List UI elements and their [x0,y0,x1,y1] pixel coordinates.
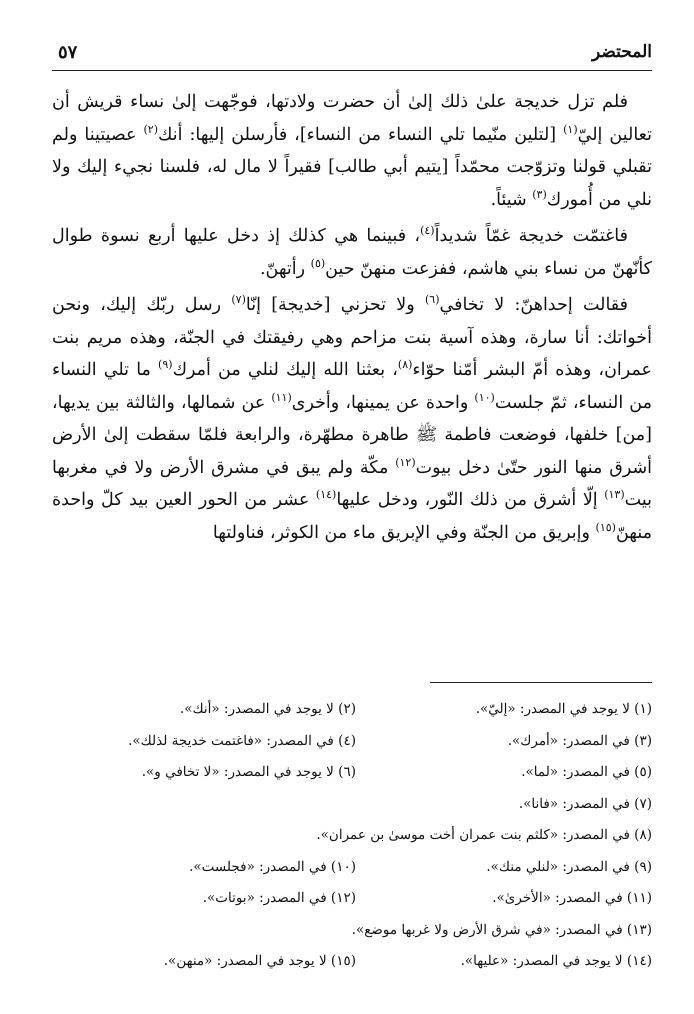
footnote-reference: (١٥) [595,520,616,534]
footnote: (٨) في المصدر: «كلثم بنت عمران أخت موسىٰ بن عمران». [316,827,652,843]
footnote: (٣) في المصدر: «أمرك». [507,732,652,749]
body-paragraph [52,86,652,216]
footnote-row [60,883,652,915]
footnote-reference: (١٢) [395,455,416,469]
body-paragraph [52,220,652,285]
footnote-separator [430,682,652,683]
text-run: شيئاً. [490,189,533,210]
footnote-row [60,726,652,758]
footnote-reference: (٣) [532,187,547,201]
footnote-reference: (٩) [158,358,173,372]
footnote: (١٤) لا يوجد في المصدر: «عليها». [460,953,652,969]
text-run: عن شمالها، والثالثة بين يديها، [من] خلفها، فوضعت فاطمة ﷺ طاهرة مطهّرة، والرابعة فلمّا سقطت إلىٰ الأرض أشرق منها النور حتّىٰ دخل بيوت [52,392,653,478]
footnote-reference: (١٤) [315,488,337,502]
text-run: وإبريق من الجنّة وفي الإبريق ماء من الكوثر، فناولتها [212,522,596,543]
footnote: (١٥) لا يوجد في المصدر: «منهن». [163,953,356,969]
footnote-row [60,820,652,852]
footnote-reference: (٨) [397,358,413,372]
text-run: عشر من الحور العين بيد كلّ واحدة منهنّ [52,490,652,543]
footnote-reference: (٥) [310,256,326,270]
text-run: فقالت إحداهنّ: لا تخافي [439,295,629,315]
text-run: مكّة ولم يبق في مشرق الأرض ولا في مغربها بيت [52,457,652,510]
footnote-reference: (٢) [143,122,159,136]
footnote-reference: (٦) [425,293,440,307]
footnote: (١٠) في المصدر: «فجلست». [189,858,356,875]
footnote: (١١) في المصدر: «الأخرىٰ». [492,890,652,906]
text-run: فاغتمّت خديجة غمّاً شديداً [434,226,629,246]
footnote-row [60,946,652,978]
text-run: ، بعثنا الله إليك لنلي من أمرك [172,360,398,380]
text-run: رسل ربّك إليك، ونحن أخواتك: أنا سارة، وهذه آسية بنت مزاحم وهي رفيقتك في الجنّة، وهذه مريم بنت عمران، وهذه أمّ البشر أمّنا حوّاء [52,295,653,380]
main-text [52,86,652,549]
footnote: (٦) لا يوجد في المصدر: «لا تخافي و». [141,764,356,780]
text-run: رأتهنّ. [259,258,311,279]
footnote: (٤) في المصدر: «فاغتمت خديجة لذلك». [128,732,356,749]
page-number: ٥٧ [58,42,78,63]
footnote-reference: (٧) [231,293,246,307]
footnote: (٩) في المصدر: «لنلي منك». [486,858,652,875]
text-run: فلم تزل خديجة علىٰ ذلك إلىٰ أن حضرت ولادتها، فوجّهت إلىٰ نساء قريش أن تعالين إليّ [52,92,652,145]
footnote-row [60,694,652,726]
footnote: (٥) في المصدر: «لما». [521,764,652,780]
footnote-row [60,757,652,789]
footnote-row [60,789,652,821]
text-run: ولا تحزني [خديجة] إنّا [245,295,425,315]
footnote-reference: (١٣) [604,488,625,502]
text-run: عصيتينا ولم تقبلي قولنا وتزوّجت محمّداً [يتيم أبي طالب] فقيراً لا مال له، فلسنا نجيء إليك ولا نلي من أُمورك [52,124,652,210]
footnote-reference: (١٠) [474,390,495,404]
running-head: المحتضر [592,42,652,62]
footnote-reference: (١) [563,122,578,136]
footnote: (٧) في المصدر: «فانا». [518,795,652,812]
footnote: (١) لا يوجد في المصدر: «إليّ». [475,701,652,717]
text-run: إلّا أشرق من ذلك النّور، ودخل عليها [336,490,605,510]
text-run: ، فبينما هي كذلك إذ دخل عليها أربع نسوة طوال كأنّهنّ من نساء بني هاشم، ففزعت منهنّ حين [52,226,652,279]
text-run: واحدة عن يمينها، وأخرى [291,392,475,413]
footnote-reference: (١١) [271,390,292,404]
text-run: [لتلين منّيما تلي النساء من النساء]، فأرسلن إليها: أنك [158,124,564,145]
footnote-row [60,852,652,884]
footnote: (٢) لا يوجد في المصدر: «أنك». [179,701,356,717]
footnote: (١٢) في المصدر: «بوتات». [202,890,356,906]
footnote-row [60,915,652,947]
footnotes [60,694,652,978]
footnote: (١٣) في المصدر: «في شرق الأرض ولا غربها موضع». [351,921,652,938]
page-header [52,38,652,71]
body-paragraph [52,289,652,549]
text-run: ما تلي النساء من النساء، ثمّ جلست [52,360,652,413]
footnote-reference: (٤) [420,224,435,238]
